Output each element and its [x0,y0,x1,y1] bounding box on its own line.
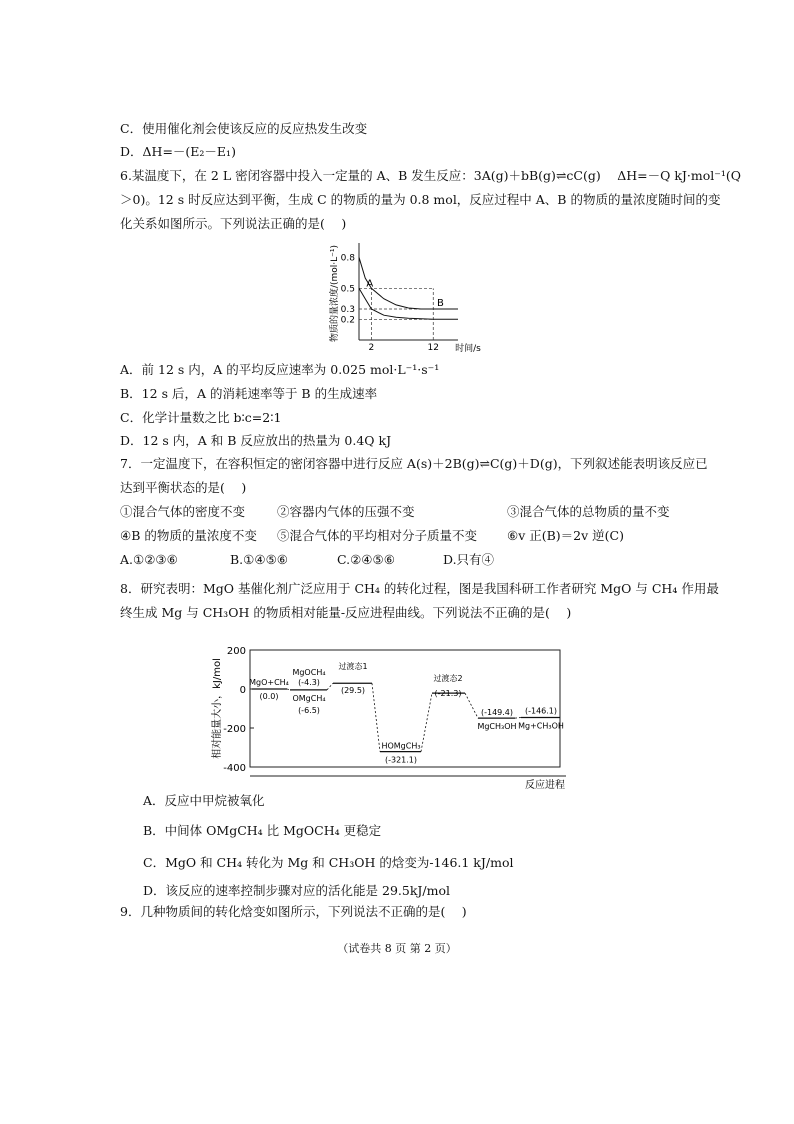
chart2-state-value-6: (-149.4) [480,708,514,718]
chart2-y-tick-3: -400 [223,763,246,774]
q8-stem-line2: 终生成 Mg 与 CH₃OH 的物质相对能量-反应进程曲线。下列说法不正确的是( ) [120,605,572,620]
chart2-state-label-4: HOMgCH₃ [381,741,421,751]
chart2-state-value-7: (-146.1) [524,706,558,716]
chart2-x-label: 反应进程 [525,780,565,791]
q7-stem-line1: 7．一定温度下，在容积恒定的密闭容器中进行反应 A(s)＋2B(g)⇌C(g)＋D(g)，下列叙述能表明该反应已 [120,456,708,471]
q7-choice-d: D.只有④ [443,552,495,567]
q6-stem-line2: ＞0)。12 s 时反应达到平衡，生成 C 的物质的量为 0.8 mol，反应过程中 A、B 的物质的量浓度随时间的变 [120,192,721,207]
q5-option-c: C．使用催化剂会使该反应的反应热发生改变 [120,121,368,136]
chart2-state-label-6: MgCH₃OH [477,722,517,732]
chart2-state-value-2: (-6.5) [298,706,320,715]
chart2-state-label-5: 过渡态2 [433,674,463,684]
chart1-x-label: 时间/s [455,344,481,354]
q7-item-6: ⑥v 正(B)＝2v 逆(C) [507,528,624,543]
chart2-connector-3 [421,693,432,751]
chart2-state-value-3: (29.5) [340,686,366,696]
chart2-state-value-1: (-4.3) [298,678,320,687]
chart1-y-tick-0: 0.8 [340,253,355,264]
chart1-series-label-b: B [436,298,444,309]
q7-item-2: ②容器内气体的压强不变 [277,504,415,519]
q5-option-d: D．ΔH=－(E₂－E₁) [120,144,236,159]
q7-stem-line2: 达到平衡状态的是( ) [120,480,247,495]
chart1-y-tick-1: 0.5 [340,284,355,295]
chart2-state-value-5: (-21.3) [434,689,462,699]
chart2-state-label-3: 过渡态1 [338,662,368,672]
chart2-state-label-7: Mg+CH₃OH [518,721,564,731]
q7-choice-b: B.①④⑤⑥ [230,552,288,567]
chart2-state-label-0: MgO+CH₄ [249,678,289,687]
q9-stem: 9．几种物质间的转化焓变如图所示，下列说法不正确的是( ) [120,904,467,919]
chart1-y-tick-2: 0.3 [340,305,355,315]
chart2-frame [250,650,560,767]
q6-option-b: B．12 s 后，A 的消耗速率等于 B 的生成速率 [120,386,378,401]
chart2-connector-0 [287,689,290,690]
chart2-y-tick-0: 200 [226,646,246,657]
chart1-series-label-a: A [366,278,374,290]
q8-stem-line1: 8．研究表明：MgO 基催化剂广泛应用于 CH₄ 的转化过程，图是我国科研工作者研究 MgO 与 CH₄ 作用最 [120,581,719,596]
chart2-state-label-1: MgOCH₄ [292,668,326,677]
chart2-state-value-4: (-321.1) [384,755,418,765]
q7-item-4: ④B 的物质的量浓度不变 [120,528,257,543]
chart2-state-label-2: OMgCH₄ [292,694,326,703]
q7-item-1: ①混合气体的密度不变 [120,504,246,519]
page-footer: （试卷共 8 页 第 2 页） [337,942,457,955]
chart1-series-B [359,288,458,319]
chart1-x-tick-0: 2 [368,343,375,353]
q7-choice-c: C.②④⑤⑥ [337,552,395,567]
q6-option-c: C．化学计量数之比 b∶c=2∶1 [120,410,282,425]
chart2-state-value-0: (0.0) [259,692,279,701]
chart1-y-tick-3: 0.2 [340,315,355,326]
chart2-connector-5 [515,717,521,718]
q6-stem-line1: 6.某温度下，在 2 L 密闭容器中投入一定量的 A、B 发生反应：3A(g)＋bB(g)⇌cC(g) ΔH=－Q kJ·mol⁻¹(Q [120,168,741,183]
q8-option-d: D．该反应的速率控制步骤对应的活化能是 29.5kJ/mol [143,883,451,898]
q6-option-a: A．前 12 s 内，A 的平均反应速率为 0.025 mol·L⁻¹·s⁻¹ [120,362,440,377]
chart2-y-label: 相对能量大小，kJ/mol [212,658,223,759]
chart1-x-tick-1: 12 [427,343,439,353]
q8-option-c: C．MgO 和 CH₄ 转化为 Mg 和 CH₃OH 的焓变为-146.1 kJ/mol [143,855,514,870]
chart2-connector-4 [465,693,478,718]
chart2-connector-2 [372,683,380,751]
chart2-y-tick-1: 0 [239,685,246,696]
chart1-y-label: 物质的量浓度/(mol·L⁻¹) [330,244,340,343]
q6-option-d: D．12 s 内，A 和 B 反应放出的热量为 0.4Q kJ [120,433,392,448]
chart2-y-tick-2: -200 [223,724,246,735]
q7-item-5: ⑤混合气体的平均相对分子质量不变 [277,528,478,543]
q8-option-a: A．反应中甲烷被氧化 [143,793,265,808]
chart1-series-A [359,257,458,309]
q7-choice-a: A.①②③⑥ [120,552,178,567]
q8-option-b: B．中间体 OMgCH₄ 比 MgOCH₄ 更稳定 [143,823,382,838]
chart2-connector-1 [327,683,333,690]
q7-item-3: ③混合气体的总物质的量不变 [507,504,670,519]
q6-stem-line3: 化关系如图所示。下列说法正确的是( ) [120,216,347,231]
